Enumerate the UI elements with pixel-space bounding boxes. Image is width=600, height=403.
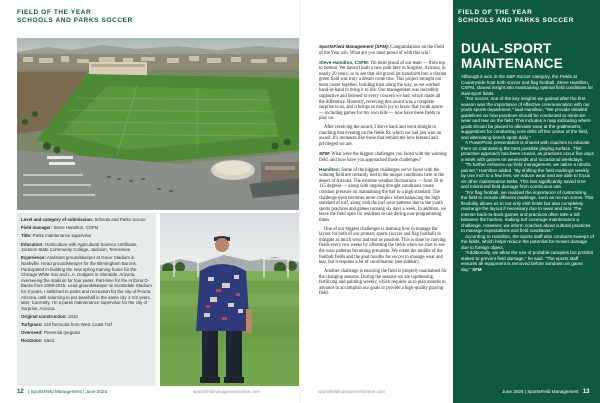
interview-paragraph: SFM: What were the biggest challenges you faced with the winning field, and how have you approached those challenges? <box>319 151 447 163</box>
page-number-left: 12 <box>17 389 24 395</box>
section-header-line1: FIELD OF THE YEAR <box>17 9 92 16</box>
publication-name: SportsField Management <box>30 389 82 394</box>
sidebar-paragraph: According to Hamilton, the sports staff also conducts sweeps of the fields, which helps reduce the potential for mower damage due to foreign object. <box>461 233 594 250</box>
field-info-box <box>17 213 156 386</box>
section-header <box>17 9 133 25</box>
info-item: Original construction: 2023 <box>21 313 78 319</box>
sidebar-panel <box>453 0 600 403</box>
page-gutter <box>299 0 301 403</box>
interview-paragraph: Steve Hamilton, CSFM: I'm most proud of our team — from top to bottom. We haven't built a new park here in Surprise, Arizona, in nearly 20 years; so to see that old gravel lot transform into a vibrant green field was truly a dream come true. This project brought our team closer together, building trust along the way, as we worked hand-in-hand to bring it to life. Our management was incredibly supportive and listened to every concern we had, which made all the difference. Honestly, receiving this award was a complete surprise to us, and it brings so much joy to know that youth sports — including games for my own kids — now have these fields to play on. <box>319 59 447 122</box>
info-item: Experience: Assistant groundskeeper at Greer Stadium in Nashville. Head groundskeeper for the Birmingham Barons. Participated in building the new spring training home for the Chicago White Sox and L.A. Dodgers in Glendale, Arizona, overseeing the stadium for four years. Part-time for the Arizona D-Backs from 2009-2015. Lead groundskeeper at Scottsdale Stadium for 3 years. I switched to parks and recreation for the city of Peoria, Arizona, until returning to pro baseball in the same city 1-1/2 years later. Currently, I'm a parks maintenance supervisor for the city of Surprise, Arizona. <box>21 255 152 311</box>
sidebar-paragraph: "To further enhance our field management, we utilize a robotic painter," Hamilton added. "By shifting the field markings weekly by one inch to a few feet, we reduce wear and are able to focus on other maintenance tasks. This has significantly saved time and minimized field damage from continuous use. <box>461 162 591 189</box>
info-item: Field manager: Steve Hamilton, CSFM <box>21 225 99 231</box>
interview-paragraph: Another challenge is ensuring the field is properly maintained for the changing seasons. During the seasons we are topdressing, fertilizing and painting weekly, which requires us to plan months in advance to accomplish our goals to provide a high-quality playing field. <box>319 269 447 297</box>
section-header-line2: SCHOOLS AND PARKS SOCCER <box>17 17 133 24</box>
page-number-right: 13 <box>582 389 590 395</box>
info-item: Overseed: Perennial ryegrass <box>21 330 81 336</box>
sidebar-paragraph: "For flag football, we realized the importance of customizing the field to include different markings, such as no-run zones. This flexibility allows us to not only shift fields but also completely rearrange the layout if necessary due to wear and tear. The intense back-to-back games and practices often take a toll between the hashes, making turf coverage maintenance a challenge. However, we inform coaches about cultural practices to manage expectations and field conditions." <box>461 189 594 233</box>
sidebar-paragraph: A PowerPoint presentation is shared with coaches to educate them on maintaining the best possible playing surface. This proactive approach has been crucial, as practices occur five days a week with games on weekends and occasional weekdays. <box>461 140 594 162</box>
sidebar-paragraph: "For soccer, one of the key insights we gained after the first season was the importance of effective communication with our youth sports department," said Hamilton. "We provide detailed guidelines on how practices should be conducted to minimize wear and tear on the field. This includes a map indicating where goals should be placed to alleviate wear at the goalmouths, suggestions for conducting core drills off the center of the field, and alternating bench spots daily." <box>461 96 591 140</box>
footer-url-left[interactable]: sportsfieldmanagementonline.com <box>193 389 260 394</box>
section-header-right <box>458 9 574 25</box>
sidebar-paragraph: Although it won in the S&P Soccer category, the Fields at Countryside host both soccer and flag football. Steve Hamilton, CSFM, shared insight into maintaining optimal field conditions for dual-sport fields. <box>461 74 594 96</box>
aerial-field-photo <box>17 38 299 210</box>
publication-name: SportsField Management <box>527 389 579 394</box>
section-header-line2: SCHOOLS AND PARKS SOCCER <box>458 17 574 24</box>
info-item: Education: Horticulture with Agricultural Science certificate, Jackson State Community College, Jackson, Tennessee <box>21 241 138 253</box>
coach-on-field-photo <box>160 213 299 386</box>
info-item: Level and category of submission: Schools and Parks Soccer <box>21 217 146 222</box>
issue-date: June 2025 <box>85 389 108 394</box>
interview-paragraph: After receiving the award, I drove back and went straight to coaching that evening on the fields for which we had just won an award. It's moments like those that remind me how blessed and privileged we are. <box>319 125 442 147</box>
section-header-line1: FIELD OF THE YEAR <box>458 9 533 16</box>
issue-date: June 2025 <box>502 389 524 394</box>
end-mark: SFM <box>472 266 482 272</box>
interview-paragraph: SportsField Management (SFM): Congratulations on the Field of the Year win. What are you most proud of with this win? <box>319 44 444 56</box>
footer-url-right[interactable]: sportsfieldmanagementonline.com <box>318 389 385 394</box>
footer-right: June 2025 | SportsField Management 13 <box>502 389 590 395</box>
interview-column <box>319 44 447 301</box>
interview-paragraph: One of our biggest challenges is learning how to manage the layout for both of our primary sports (soccer and flag football) to mitigate as much wear and tear as possible. This is done by moving fields every two weeks by offsetting the fields when we start to see the wear patterns becoming prevalent. We rotate the middle of the football fields and the goal mouths for soccer to manage wear and tear, but it requires a lot of coordination (see sidebar). <box>319 226 446 266</box>
interview-paragraph: Hamilton: Some of the biggest challenges we've faced with the winning field are certainly tied to the unique conditions here in the desert of Arizona. The extreme weather fluctuations — from 50 to 115 degrees — along with ongoing drought conditions create constant pressure on maintaining the turf to a high standard. The challenge even becomes more complex when balancing the high standard of turf, along with the turf wear patterns due to the youth sports practices and games running six days a week. In addition, we leave the field open for residents to use during non-programming times. <box>319 166 447 223</box>
info-item: Rootzone: Sand <box>21 338 54 344</box>
info-item: Title: Parks maintenance supervisor <box>21 233 92 239</box>
footer-left: 12 | SportsField Management | June 2025 <box>17 389 108 395</box>
sidebar-title: DUAL-SPORT MAINTENANCE <box>461 41 563 71</box>
info-item: Turfgrass: 419 bermuda from West Coast Turf <box>21 322 113 328</box>
sidebar-body <box>461 74 594 272</box>
sidebar-paragraph: "Additionally, we allow the use of portable canopies but prohibit stakes to prevent field damage," he said. "The sports staff ensures all equipment is removed before sundown on game day." SFM <box>461 250 593 272</box>
